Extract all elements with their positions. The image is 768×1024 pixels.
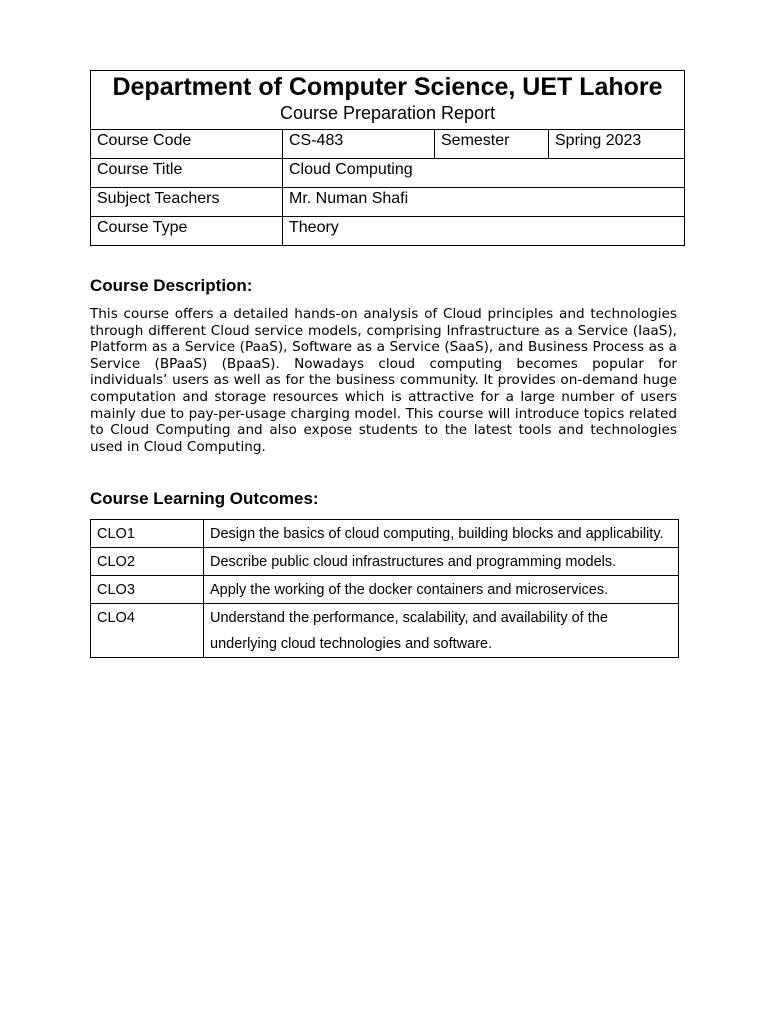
- course-description-text: This course offers a detailed hands-on analysis of Cloud principles and technologies through different Cloud service models, comprising Infrastructure as a Service (IaaS), Platform as a Service (PaaS), Software as a Service (SaaS), and Business Process as a Service (BPaaS) (BpaaS). Nowadays cloud computing becomes popular for individuals’ users as well as for the business community. It provides on-demand huge computation and storage resources which is attractive for a large number of users mainly due to pay-per-usage charging model. This course will introduce topics related to Cloud Computing and also expose students to the latest tools and technologies used in Cloud Computing.: [90, 306, 677, 455]
- report-subtitle: Course Preparation Report: [279, 103, 496, 123]
- clo-text: Design the basics of cloud computing, building blocks and applicability.: [204, 520, 679, 548]
- course-type-row: [91, 217, 685, 246]
- course-code-label: Course Code: [91, 130, 283, 159]
- course-title-value: Cloud Computing: [283, 159, 685, 188]
- table-row: [91, 604, 679, 658]
- table-row: [91, 576, 679, 604]
- teachers-label: Subject Teachers: [91, 188, 283, 217]
- course-title-row: [91, 159, 685, 188]
- title-row: [91, 71, 685, 130]
- clo-id: CLO4: [91, 604, 204, 658]
- course-type-value: Theory: [283, 217, 685, 246]
- title-cell: [91, 71, 685, 130]
- course-type-label: Course Type: [91, 217, 283, 246]
- department-title: Department of Computer Science, UET Lahore: [112, 73, 663, 101]
- course-code-value: CS-483: [283, 130, 435, 159]
- table-row: [91, 548, 679, 576]
- course-description-heading: Course Description:: [90, 276, 253, 295]
- learning-outcomes-table: [90, 519, 679, 658]
- course-code-row: [91, 130, 685, 159]
- course-title-label: Course Title: [91, 159, 283, 188]
- teachers-value: Mr. Numan Shafi: [283, 188, 685, 217]
- clo-id: CLO3: [91, 576, 204, 604]
- learning-outcomes-heading: Course Learning Outcomes:: [90, 489, 319, 508]
- teachers-row: [91, 188, 685, 217]
- table-row: [91, 520, 679, 548]
- clo-id: CLO1: [91, 520, 204, 548]
- semester-label: Semester: [435, 130, 549, 159]
- clo-text: Understand the performance, scalability, and availability of the underlying cloud technologies and software.: [204, 604, 679, 658]
- clo-text: Apply the working of the docker containers and microservices.: [204, 576, 679, 604]
- clo-id: CLO2: [91, 548, 204, 576]
- course-info-table: [90, 70, 685, 246]
- clo-text: Describe public cloud infrastructures and programming models.: [204, 548, 679, 576]
- semester-value: Spring 2023: [549, 130, 685, 159]
